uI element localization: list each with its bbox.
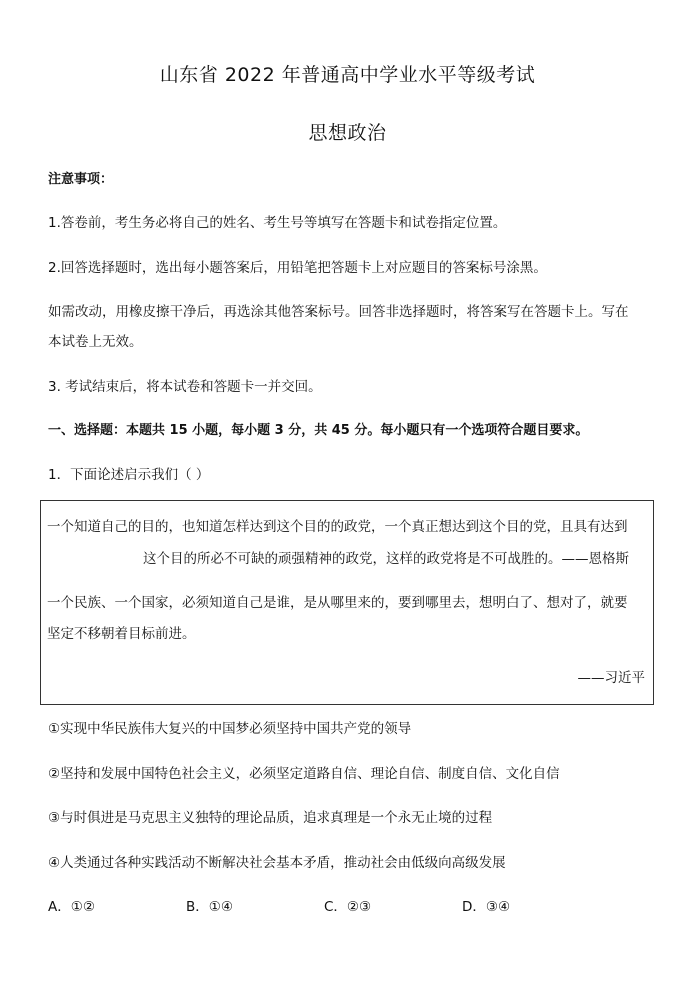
note-item-2: 2.回答选择题时，选出每小题答案后，用铅笔把答题卡上对应题目的答案标号涂黑。 <box>48 260 547 276</box>
section-heading: 一、选择题：本题共 15 小题，每小题 3 分，共 45 分。每小题只有一个选项符合题目要求。 <box>48 423 589 438</box>
option-2: ②坚持和发展中国特色社会主义，必须坚定道路自信、理论自信、制度自信、文化自信 <box>48 766 560 782</box>
option-1: ①实现中华民族伟大复兴的中国梦必须坚持中国共产党的领导 <box>48 721 412 737</box>
answer-b[interactable]: B．①④ <box>186 899 233 915</box>
answer-a[interactable]: A．①② <box>48 899 95 915</box>
quote-1-line-1: 一个知道自己的目的，也知道怎样达到这个目的的政党，一个真正想达到这个目的党，且具有达到 <box>47 519 628 535</box>
notes-heading: 注意事项： <box>48 172 114 187</box>
note-item-3: 3. 考试结束后，将本试卷和答题卡一并交回。 <box>48 379 322 395</box>
quote-2-line-2: 坚定不移朝着目标前进。 <box>47 626 196 642</box>
note-item-1: 1.答卷前，考生务必将自己的姓名、考生号等填写在答题卡和试卷指定位置。 <box>48 215 507 231</box>
subject-title: 思想政治 <box>308 122 387 144</box>
answer-d[interactable]: D．③④ <box>462 899 511 915</box>
option-3: ③与时俱进是马克思主义独特的理论品质，追求真理是一个永无止境的过程 <box>48 810 493 826</box>
note-item-2-continued: 如需改动，用橡皮擦干净后，再选涂其他答案标号。回答非选择题时，将答案写在答题卡上。写在 <box>48 304 629 320</box>
question-stem: 1．下面论述启示我们（ ） <box>48 467 210 483</box>
answer-c[interactable]: C．②③ <box>324 899 372 915</box>
quote-2-source: ——习近平 <box>577 670 645 686</box>
option-4: ④人类通过各种实践活动不断解决社会基本矛盾，推动社会由低级向高级发展 <box>48 855 506 871</box>
note-item-2-continued-end: 本试卷上无效。 <box>48 334 143 350</box>
quote-1-line-2: 这个目的所必不可缺的顽强精神的政党，这样的政党将是不可战胜的。——恩格斯 <box>143 551 629 567</box>
quote-box <box>40 500 654 705</box>
exam-title: 山东省 2022 年普通高中学业水平等级考试 <box>159 64 536 86</box>
quote-2-line-1: 一个民族、一个国家，必须知道自己是谁，是从哪里来的，要到哪里去，想明白了、想对了，就要 <box>47 595 628 611</box>
